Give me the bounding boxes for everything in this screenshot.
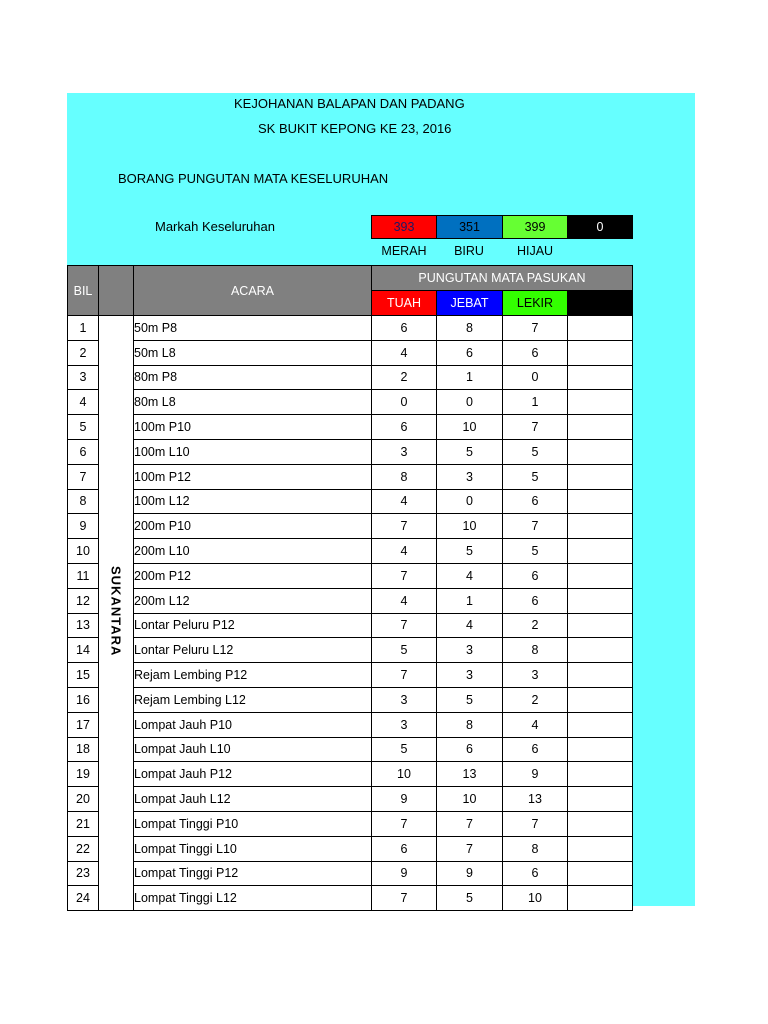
cell-jebat[interactable]: 8 xyxy=(437,712,503,737)
cell-tuah[interactable]: 9 xyxy=(372,787,437,812)
cell-bil[interactable]: 2 xyxy=(68,340,99,365)
cell-acara[interactable]: 80m L8 xyxy=(134,390,372,415)
cell-jebat[interactable]: 3 xyxy=(437,663,503,688)
cell-extra[interactable] xyxy=(568,638,633,663)
cell-lekir[interactable]: 6 xyxy=(503,588,568,613)
cell-extra[interactable] xyxy=(568,687,633,712)
table-row xyxy=(68,836,633,861)
form-title: BORANG PUNGUTAN MATA KESELURUHAN xyxy=(118,171,389,186)
cell-extra[interactable] xyxy=(568,464,633,489)
cell-bil[interactable]: 4 xyxy=(68,390,99,415)
cell-tuah[interactable]: 6 xyxy=(372,836,437,861)
cell-lekir[interactable]: 6 xyxy=(503,489,568,514)
cell-lekir[interactable]: 1 xyxy=(503,390,568,415)
table-row xyxy=(68,588,633,613)
cell-extra[interactable] xyxy=(568,861,633,886)
cell-lekir[interactable]: 3 xyxy=(503,663,568,688)
table-row xyxy=(68,316,633,341)
cell-acara[interactable]: Rejam Lembing P12 xyxy=(134,663,372,688)
table-row xyxy=(68,613,633,638)
cell-acara[interactable]: 200m P10 xyxy=(134,514,372,539)
total-hijau: 399 xyxy=(502,215,568,239)
cell-extra[interactable] xyxy=(568,365,633,390)
cell-tuah[interactable]: 5 xyxy=(372,737,437,762)
cell-extra[interactable] xyxy=(568,439,633,464)
cell-jebat[interactable]: 4 xyxy=(437,563,503,588)
cell-extra[interactable] xyxy=(568,514,633,539)
cell-lekir[interactable]: 8 xyxy=(503,638,568,663)
cell-jebat[interactable]: 1 xyxy=(437,365,503,390)
school-title: SK BUKIT KEPONG KE 23, 2016 xyxy=(258,121,452,136)
label-biru: BIRU xyxy=(454,244,484,258)
cell-bil[interactable]: 12 xyxy=(68,588,99,613)
group-cell xyxy=(99,316,134,911)
cell-jebat[interactable]: 6 xyxy=(437,737,503,762)
total-merah: 393 xyxy=(371,215,437,239)
header-acara: ACARA xyxy=(134,266,372,316)
cell-jebat[interactable]: 3 xyxy=(437,638,503,663)
cell-bil[interactable]: 11 xyxy=(68,563,99,588)
cell-tuah[interactable]: 4 xyxy=(372,539,437,564)
cell-extra[interactable] xyxy=(568,712,633,737)
cell-acara[interactable]: 100m P12 xyxy=(134,464,372,489)
cell-extra[interactable] xyxy=(568,588,633,613)
table-row xyxy=(68,415,633,440)
table-row xyxy=(68,638,633,663)
cell-acara[interactable]: Lompat Jauh L10 xyxy=(134,737,372,762)
cell-lekir[interactable]: 9 xyxy=(503,762,568,787)
cell-lekir[interactable]: 7 xyxy=(503,316,568,341)
cell-lekir[interactable]: 5 xyxy=(503,464,568,489)
cell-extra[interactable] xyxy=(568,836,633,861)
cell-tuah[interactable]: 7 xyxy=(372,886,437,911)
cell-extra[interactable] xyxy=(568,316,633,341)
header-pungutan: PUNGUTAN MATA PASUKAN xyxy=(372,266,633,291)
label-hijau: HIJAU xyxy=(516,244,554,258)
header-group xyxy=(99,266,134,316)
cell-jebat[interactable]: 13 xyxy=(437,762,503,787)
cell-extra[interactable] xyxy=(568,762,633,787)
header-bil: BIL xyxy=(68,266,99,316)
cell-jebat[interactable]: 7 xyxy=(437,836,503,861)
cell-acara[interactable]: 80m P8 xyxy=(134,365,372,390)
cell-lekir[interactable]: 10 xyxy=(503,886,568,911)
table-row xyxy=(68,886,633,911)
cell-extra[interactable] xyxy=(568,340,633,365)
cell-lekir[interactable]: 6 xyxy=(503,861,568,886)
cell-acara[interactable]: Lompat Tinggi L12 xyxy=(134,886,372,911)
cell-bil[interactable]: 20 xyxy=(68,787,99,812)
table-body xyxy=(68,316,633,911)
table-row xyxy=(68,687,633,712)
cell-extra[interactable] xyxy=(568,663,633,688)
table-row xyxy=(68,861,633,886)
group-label: SUKANTARA xyxy=(108,566,124,657)
cell-tuah[interactable]: 3 xyxy=(372,687,437,712)
table-row xyxy=(68,464,633,489)
cell-bil[interactable]: 15 xyxy=(68,663,99,688)
cell-extra[interactable] xyxy=(568,489,633,514)
cell-lekir[interactable]: 6 xyxy=(503,563,568,588)
cell-tuah[interactable]: 8 xyxy=(372,464,437,489)
cell-acara[interactable]: Lompat Tinggi L10 xyxy=(134,836,372,861)
table-row xyxy=(68,489,633,514)
cell-acara[interactable]: Lompat Tinggi P12 xyxy=(134,861,372,886)
table-row xyxy=(68,514,633,539)
table-row xyxy=(68,737,633,762)
cell-acara[interactable]: 100m P10 xyxy=(134,415,372,440)
cell-bil[interactable]: 21 xyxy=(68,811,99,836)
total-other: 0 xyxy=(567,215,633,239)
cell-extra[interactable] xyxy=(568,415,633,440)
cell-jebat[interactable]: 5 xyxy=(437,886,503,911)
cell-bil[interactable]: 5 xyxy=(68,415,99,440)
cell-acara[interactable]: 200m L12 xyxy=(134,588,372,613)
cell-extra[interactable] xyxy=(568,563,633,588)
cell-acara[interactable]: 50m L8 xyxy=(134,340,372,365)
label-merah: MERAH xyxy=(381,244,427,258)
cell-bil[interactable]: 24 xyxy=(68,886,99,911)
cell-bil[interactable]: 17 xyxy=(68,712,99,737)
cell-acara[interactable]: 100m L10 xyxy=(134,439,372,464)
cell-acara[interactable]: Rejam Lembing L12 xyxy=(134,687,372,712)
cell-jebat[interactable]: 0 xyxy=(437,390,503,415)
cell-jebat[interactable]: 5 xyxy=(437,439,503,464)
header-lekir: LEKIR xyxy=(503,291,568,316)
header-empty-team xyxy=(568,291,633,316)
cell-tuah[interactable]: 9 xyxy=(372,861,437,886)
event-title: KEJOHANAN BALAPAN DAN PADANG xyxy=(234,96,465,111)
cell-tuah[interactable]: 4 xyxy=(372,340,437,365)
cell-acara[interactable]: Lontar Peluru P12 xyxy=(134,613,372,638)
table-row xyxy=(68,811,633,836)
cell-lekir[interactable]: 7 xyxy=(503,811,568,836)
cell-bil[interactable]: 14 xyxy=(68,638,99,663)
table-row xyxy=(68,439,633,464)
cell-tuah[interactable]: 7 xyxy=(372,563,437,588)
cell-acara[interactable]: Lontar Peluru L12 xyxy=(134,638,372,663)
cell-tuah[interactable]: 10 xyxy=(372,762,437,787)
total-biru: 351 xyxy=(436,215,503,239)
cell-acara[interactable]: Lompat Jauh P12 xyxy=(134,762,372,787)
cell-jebat[interactable]: 7 xyxy=(437,811,503,836)
cell-tuah[interactable]: 4 xyxy=(372,588,437,613)
cell-extra[interactable] xyxy=(568,539,633,564)
cell-bil[interactable]: 23 xyxy=(68,861,99,886)
cell-tuah[interactable]: 2 xyxy=(372,365,437,390)
cell-extra[interactable] xyxy=(568,811,633,836)
table-row xyxy=(68,539,633,564)
cell-acara[interactable]: Lompat Jauh P10 xyxy=(134,712,372,737)
cell-extra[interactable] xyxy=(568,737,633,762)
points-table xyxy=(67,265,633,911)
cell-lekir[interactable]: 7 xyxy=(503,415,568,440)
cell-lekir[interactable]: 6 xyxy=(503,340,568,365)
cell-bil[interactable]: 3 xyxy=(68,365,99,390)
cell-tuah[interactable]: 3 xyxy=(372,712,437,737)
cell-jebat[interactable]: 9 xyxy=(437,861,503,886)
cell-bil[interactable]: 6 xyxy=(68,439,99,464)
cell-jebat[interactable]: 4 xyxy=(437,613,503,638)
cell-lekir[interactable]: 7 xyxy=(503,514,568,539)
cell-extra[interactable] xyxy=(568,613,633,638)
cell-tuah[interactable]: 3 xyxy=(372,439,437,464)
cell-bil[interactable]: 7 xyxy=(68,464,99,489)
table-row xyxy=(68,340,633,365)
cell-jebat[interactable]: 10 xyxy=(437,787,503,812)
table-row xyxy=(68,787,633,812)
table-row xyxy=(68,563,633,588)
cell-acara[interactable]: Lompat Jauh L12 xyxy=(134,787,372,812)
cell-lekir[interactable]: 4 xyxy=(503,712,568,737)
cell-jebat[interactable]: 0 xyxy=(437,489,503,514)
cell-lekir[interactable]: 2 xyxy=(503,687,568,712)
cell-tuah[interactable]: 6 xyxy=(372,415,437,440)
cell-acara[interactable]: 100m L12 xyxy=(134,489,372,514)
cell-tuah[interactable]: 7 xyxy=(372,514,437,539)
cell-lekir[interactable]: 6 xyxy=(503,737,568,762)
cell-tuah[interactable]: 5 xyxy=(372,638,437,663)
cell-tuah[interactable]: 6 xyxy=(372,316,437,341)
table-row xyxy=(68,663,633,688)
table-row xyxy=(68,712,633,737)
cell-acara[interactable]: 200m P12 xyxy=(134,563,372,588)
cell-jebat[interactable]: 5 xyxy=(437,687,503,712)
cell-acara[interactable]: 50m P8 xyxy=(134,316,372,341)
cell-tuah[interactable]: 4 xyxy=(372,489,437,514)
header-jebat: JEBAT xyxy=(437,291,503,316)
cell-acara[interactable]: 200m L10 xyxy=(134,539,372,564)
cell-lekir[interactable]: 5 xyxy=(503,439,568,464)
cell-lekir[interactable]: 2 xyxy=(503,613,568,638)
cell-jebat[interactable]: 10 xyxy=(437,514,503,539)
cell-extra[interactable] xyxy=(568,390,633,415)
cell-jebat[interactable]: 10 xyxy=(437,415,503,440)
cell-extra[interactable] xyxy=(568,787,633,812)
cell-bil[interactable]: 16 xyxy=(68,687,99,712)
cell-lekir[interactable]: 0 xyxy=(503,365,568,390)
cell-bil[interactable]: 22 xyxy=(68,836,99,861)
cell-jebat[interactable]: 8 xyxy=(437,316,503,341)
cell-bil[interactable]: 9 xyxy=(68,514,99,539)
cell-jebat[interactable]: 5 xyxy=(437,539,503,564)
cell-bil[interactable]: 13 xyxy=(68,613,99,638)
cell-extra[interactable] xyxy=(568,886,633,911)
table-row xyxy=(68,390,633,415)
cell-tuah[interactable]: 7 xyxy=(372,811,437,836)
cell-jebat[interactable]: 6 xyxy=(437,340,503,365)
table-row xyxy=(68,365,633,390)
cell-acara[interactable]: Lompat Tinggi P10 xyxy=(134,811,372,836)
cell-lekir[interactable]: 5 xyxy=(503,539,568,564)
cell-jebat[interactable]: 3 xyxy=(437,464,503,489)
cell-bil[interactable]: 19 xyxy=(68,762,99,787)
cell-bil[interactable]: 18 xyxy=(68,737,99,762)
table-row xyxy=(68,762,633,787)
cell-bil[interactable]: 8 xyxy=(68,489,99,514)
cell-tuah[interactable]: 7 xyxy=(372,613,437,638)
overall-label: Markah Keseluruhan xyxy=(155,219,275,234)
header-tuah: TUAH xyxy=(372,291,437,316)
cell-tuah[interactable]: 0 xyxy=(372,390,437,415)
cell-bil[interactable]: 10 xyxy=(68,539,99,564)
cell-tuah[interactable]: 7 xyxy=(372,663,437,688)
cell-lekir[interactable]: 13 xyxy=(503,787,568,812)
cell-jebat[interactable]: 1 xyxy=(437,588,503,613)
cell-bil[interactable]: 1 xyxy=(68,316,99,341)
cell-lekir[interactable]: 8 xyxy=(503,836,568,861)
